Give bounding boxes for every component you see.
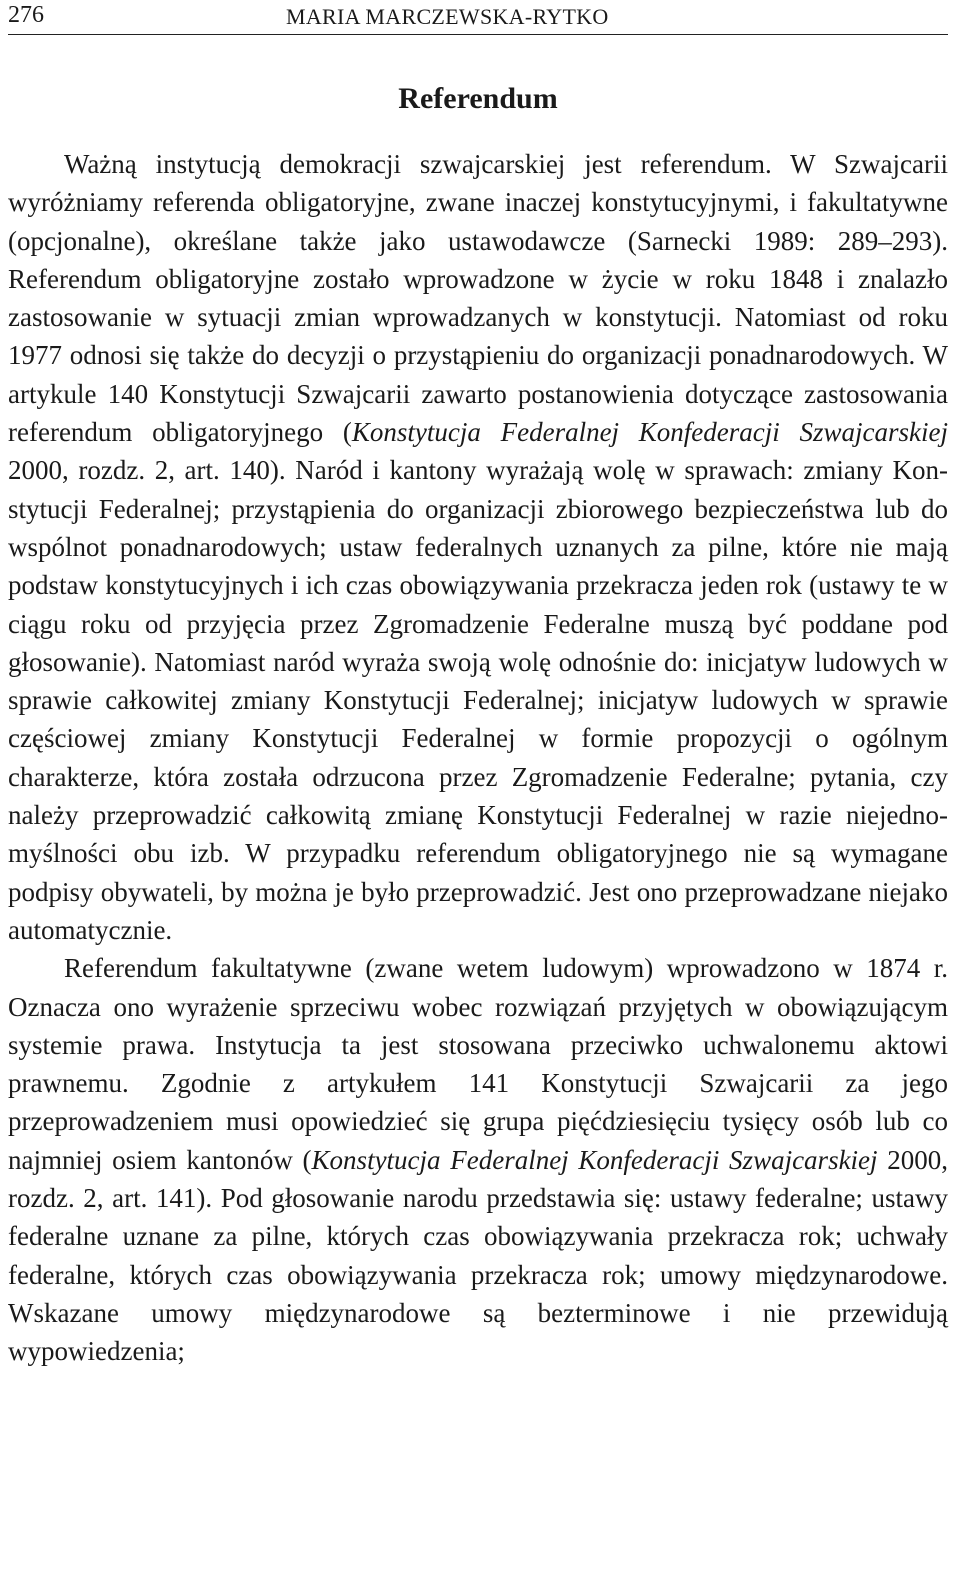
section-title: Referendum — [398, 82, 558, 115]
paragraph-text: Ważną instytucją demokracji szwajcarskiej jest referendum. W Szwajcarii wyróżniamy referenda obligatoryjne, zwane inaczej konstytucyjnymi, i fakultatywne (opcjonalne), określane także jako ustawodawcze (Sarnecki 1989: 289–293). Referendum obligatoryjne zostało wprowadzone w życie w roku 1848 i znalazło zastosowanie w sytuacji zmian wprowadzanych w konstytucji. Natomiast od roku 1977 odnosi się także do decyzji o przystąpieniu do organizacji ponadnarodowych. W artykule 140 Konstytucji Szwajcarii zawarto postanowienia dotyczące zastosowania referendum obligatoryjnego ( — [8, 149, 948, 448]
running-head-author: MARIA MARCZEWSKA-RYTKO — [286, 4, 609, 29]
paragraph-obligatory-referendum — [8, 145, 948, 949]
page-number: 276 — [8, 2, 44, 28]
citation-title: Konstytucja Federalnej Konfederacji Szwajcarskiej — [311, 1144, 878, 1175]
paragraph-text: Referendum fakultatywne (zwane wetem ludowym) wprowadzono w 1874 r. Oznacza ono wyrażenie sprzeciwu wobec rozwiązań przyjętych w obowiązującym systemie prawa. Instytucja ta jest stosowana przeciwko uchwalonemu aktowi prawnemu. Zgodnie z artykułem 141 Konstytucji Szwajcarii za jego przeprowadzeniem musi opowiedzieć się grupa pięćdziesięciu tysięcy osób lub co najmniej osiem kantonów ( — [8, 953, 948, 1175]
citation-title: Konstytucja Federalnej Konfederacji Szwajcarskiej — [351, 417, 948, 448]
paragraph-text: 2000, rozdz. 2, art. 140). Naród i kantony wyrażają wolę w sprawach: zmiany Konstytucji Federalnej; przystąpienia do organizacji zbiorowego bezpieczeństwa lub do wspólnot ponadnarodowych; ustaw federalnych uznanych za pilne, które nie mają podstaw konstytucyjnych i ich czas obowiązywania przekracza jeden rok (ustawy te w ciągu roku od przyjęcia przez Zgromadzenie Federalne muszą być poddane pod głosowanie). Natomiast naród wyraża swoją wolę odnośnie do: inicjatyw ludowych w sprawie całkowitej zmiany Konstytucji Federalnej; inicjatyw ludowych w sprawie częściowej zmiany Konstytucji Federalnej w formie propozycji o ogólnym charakterze, która została odrzucona przez Zgromadzenie Federalne; pytania, czy należy przeprowadzić całkowitą zmianę Konstytucji Federalnej w razie niejednomyślności obu izb. W przypadku referendum obligatoryjnego nie są wymagane podpisy obywateli, by można je było przeprowadzić. Jest ono przeprowadzane niejako automatycznie. — [8, 455, 948, 945]
running-header — [8, 0, 948, 35]
body-text — [8, 145, 948, 1371]
paragraph-text: 2000, rozdz. 2, art. 141). Pod głosowanie narodu przedstawia się: ustawy federalne; ustawy federalne uznane za pilne, których czas obowiązywania przekracza rok; uchwały federalne, których czas obowiązywania przekracza rok; umowy międzynarodowe. Wskazane umowy międzynarodowe są bezterminowe i nie przewidują wypowiedzenia; — [8, 1144, 948, 1367]
paragraph-optional-referendum — [8, 949, 948, 1370]
document-page — [8, 0, 948, 1371]
